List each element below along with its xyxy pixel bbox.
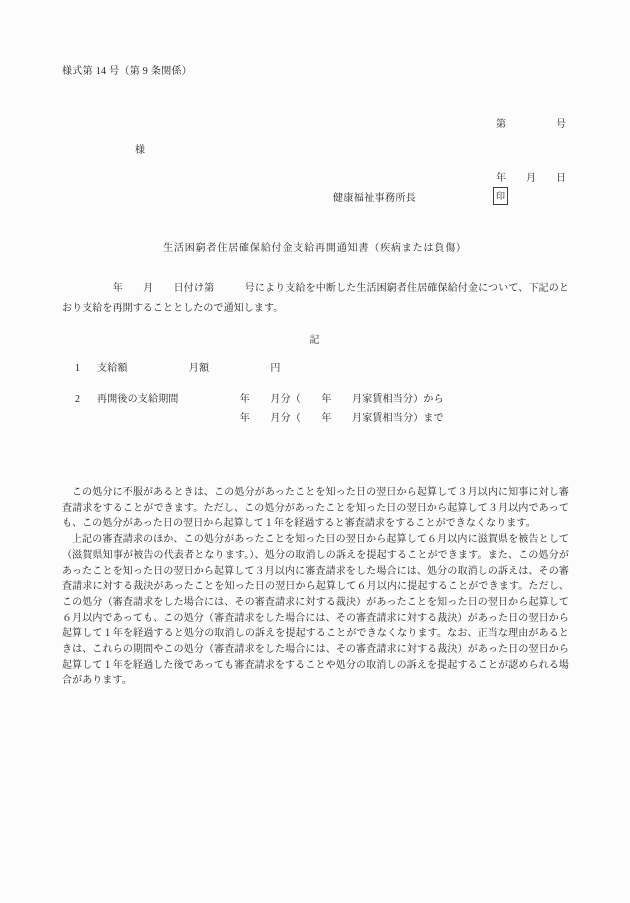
document-number-line: 第 号 — [496, 119, 566, 130]
appeal-notice-paragraph: この処分に不服があるときは、この処分があったことを知った日の翌日から起算して３月以内に知事に対し審査請求をすることができます。ただし、この処分があったことを知った日の翌日から起算して３月以内であっても、この処分があった日の翌日から起算して１年を経過すると審査請求をすることができなくなります。 — [62, 487, 569, 530]
issuer-title: 健康福祉事務所長 — [333, 193, 417, 204]
date-line: 年 月 日 — [496, 173, 566, 184]
document-title: 生活困窮者住居確保給付金支給再開通知書（疾病または負傷） — [163, 243, 467, 254]
form-number: 様式第 14 号（第 9 条関係） — [62, 66, 193, 77]
item-line: 支給額 月額 円 — [97, 363, 281, 374]
item-line: 年 月分（ 年 月家賃相当分）まで — [97, 413, 444, 424]
item-payment-period — [75, 390, 444, 428]
appeal-notice-paragraph: 上記の審査請求のほか、この処分があったことを知った日の翌日から起算して６月以内に滋賀県を被告として（滋賀県知事が被告の代表者となります。）、処分の取消しの訴えを提起することができます。また、この処分があったことを知った日の翌日から起算して３月以内に審査請求をした場合には、処分の取消しの訴えは、その審査請求に対する裁決があったことを知った日の翌日から起算して６月以内に提起することができます。ただし、この処分（審査請求をした場合には、その審査請求に対する裁決）があったことを知った日の翌日から起算して６月以内であっても、この処分（審査請求をした場合には、その審査請求に対する裁決）があった日の翌日から起算して１年を経過すると処分の取消しの訴えを提起することができなくなります。なお、正当な理由があるときは、これらの期間やこの処分（審査請求をした場合には、その審査請求に対する裁決）があった日の翌日から起算して１年を経過した後であっても審査請求をすることや処分の取消しの訴えを提起することが認められる場合があります。 — [62, 534, 569, 687]
notification-body: 年 月 日付け第 号により支給を中断した生活困窮者住居確保給付金について、下記のとおり支給を再開することとしたので通知します。 — [62, 283, 569, 314]
record-marker: 記 — [309, 335, 321, 346]
item-number: 2 — [75, 394, 80, 405]
appeal-notice — [62, 485, 569, 689]
item-line: 再開後の支給期間 年 月分（ 年 月家賃相当分）から — [97, 394, 444, 405]
item-payment-amount — [75, 359, 281, 378]
item-number: 1 — [75, 363, 80, 374]
seal-box — [493, 187, 508, 205]
seal-mark: 印 — [495, 191, 505, 201]
addressee-suffix: 様 — [135, 145, 145, 156]
